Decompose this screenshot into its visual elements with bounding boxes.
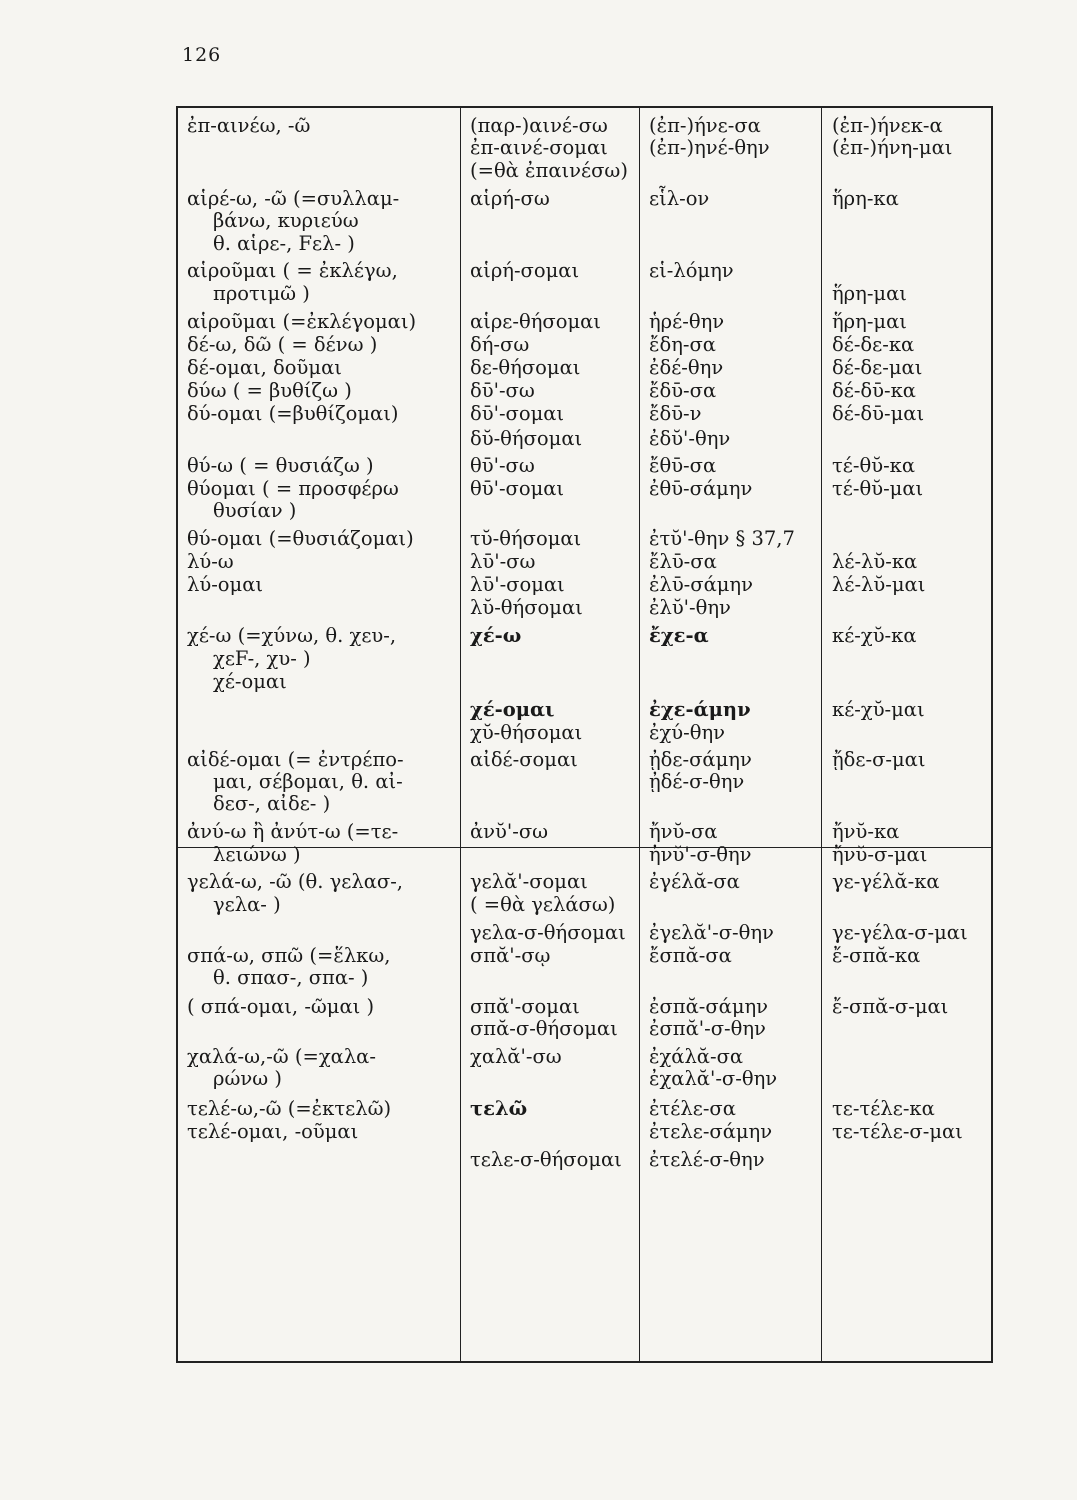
table-cell: ἐγέλᾰ-σα [649, 870, 740, 893]
table-cell: ἐτελέ-σ-θην [649, 1148, 765, 1171]
table-cell: θ. αἱρε-, Fελ- ) [213, 232, 355, 255]
table-cell: αἱρή-σω [470, 187, 550, 210]
table-cell: θύομαι ( = προσφέρω [187, 477, 399, 500]
table-cell: λῡ'-σω [470, 550, 536, 573]
table-cell: ἔ-σπᾰ-κα [832, 944, 921, 967]
table-cell: ἔσπᾰ-σα [649, 944, 732, 967]
table-cell: γελά-ω, -ῶ (θ. γελασ-, [187, 870, 403, 893]
table-cell: ἡρέ-θην [649, 310, 725, 333]
table-cell: τελέ-ομαι, -οῦμαι [187, 1120, 359, 1143]
table-cell: χαλᾰ'-σω [470, 1045, 562, 1068]
table-cell: αἱρε-θήσομαι [470, 310, 601, 333]
table-cell: κέ-χῠ-μαι [832, 698, 925, 721]
table-cell: δέ-ω, δῶ ( = δένω ) [187, 333, 378, 356]
table-cell: θυσίαν ) [213, 499, 297, 522]
table-cell: χεF-, χυ- ) [213, 647, 311, 670]
table-cell: δε-θήσομαι [470, 356, 581, 379]
table-cell: χῠ-θήσομαι [470, 721, 583, 744]
table-cell: (ἐπ-)ήνη-μαι [832, 136, 953, 159]
table-cell: θῡ'-σομαι [470, 477, 565, 500]
table-cell: ἔθῡ-σα [649, 454, 717, 477]
table-cell: κέ-χῠ-κα [832, 624, 917, 647]
table-cell: ἥρη-μαι [832, 310, 907, 333]
table-cell: (ἐπ-)ήνε-σα [649, 114, 761, 137]
table-cell: αἱροῦμαι (=ἐκλέγομαι) [187, 310, 417, 333]
table-cell: θ. σπασ-, σπα- ) [213, 966, 369, 989]
page-number: 126 [182, 44, 222, 66]
table-cell: ἔ-σπᾰ-σ-μαι [832, 995, 949, 1018]
table-cell: χέ-ω (=χύνω, θ. χευ-, [187, 624, 397, 647]
table-cell: γελα- ) [213, 893, 281, 916]
table-cell: ᾐδέ-σ-θην [649, 770, 745, 793]
table-cell: ἐσπᾰ-σάμην [649, 995, 769, 1018]
table-cell: ἐθῡ-σάμην [649, 477, 753, 500]
column-divider [639, 108, 640, 1361]
table-cell: ἔδῡ-σα [649, 379, 717, 402]
table-cell: χέ-ομαι [470, 698, 555, 721]
table-cell: αἱροῦμαι ( = ἐκλέγω, [187, 259, 398, 282]
table-cell: ἐδῠ'-θην [649, 427, 731, 450]
table-cell: ἥρη-κα [832, 187, 899, 210]
table-cell: δεσ-, αἰδε- ) [213, 792, 331, 815]
table-cell: αἱρέ-ω, -ῶ (=συλλαμ- [187, 187, 400, 210]
table-cell: ἤνῠ-κα [832, 820, 900, 843]
table-cell: αἱρή-σομαι [470, 259, 580, 282]
table-cell: χέ-ω [470, 624, 522, 647]
table-cell: αἰδέ-ομαι (= ἐντρέπο- [187, 748, 404, 771]
table-cell: δέ-δῡ-μαι [832, 402, 925, 425]
table-cell: ἐτῠ'-θην § 37,7 [649, 527, 795, 550]
table-cell: ἔχε-α [649, 624, 709, 647]
table-cell: τέ-θῠ-μαι [832, 477, 924, 500]
table-cell: ( σπά-ομαι, -ῶμαι ) [187, 995, 375, 1018]
table-cell: (ἐπ-)ηνέ-θην [649, 136, 770, 159]
table-cell: σπᾰ-σ-θήσομαι [470, 1017, 618, 1040]
table-cell: λῠ-θήσομαι [470, 596, 583, 619]
table-cell: ἐδέ-θην [649, 356, 724, 379]
table-cell: αἰδέ-σομαι [470, 748, 578, 771]
table-cell: ἐχύ-θην [649, 721, 726, 744]
table-cell: σπᾰ'-σομαι [470, 995, 580, 1018]
table-cell: σπά-ω, σπῶ (=ἕλκω, [187, 944, 391, 967]
table-cell: ἐπ-αινέω, -ῶ [187, 114, 311, 137]
table-cell: ( =θὰ γελάσω) [470, 893, 616, 916]
table-cell: τέ-θῠ-κα [832, 454, 916, 477]
table-cell: ᾔδε-σ-μαι [832, 748, 926, 771]
table-cell: ἔλῡ-σα [649, 550, 717, 573]
table-cell: γε-γέλα-σ-μαι [832, 921, 968, 944]
table-cell: σπᾰ'-σῳ [470, 944, 551, 967]
table-cell: δέ-δε-κα [832, 333, 915, 356]
table-cell: προτιμῶ ) [213, 282, 310, 305]
table-cell: μαι, σέβομαι, θ. αἰ- [213, 770, 403, 793]
table-cell: ἀνῠ'-σω [470, 820, 549, 843]
table-cell: ἤνῠ-σ-μαι [832, 843, 928, 866]
table-cell: ἐχαλᾰ'-σ-θην [649, 1067, 778, 1090]
table-cell: τε-τέλε-κα [832, 1097, 935, 1120]
table-cell: δύ-ομαι (=βυθίζομαι) [187, 402, 399, 425]
table-cell: λύ-ομαι [187, 573, 264, 596]
table-cell: ρώνω ) [213, 1067, 282, 1090]
table-cell: δέ-δε-μαι [832, 356, 923, 379]
table-cell: γε-γέλᾰ-κα [832, 870, 940, 893]
table-cell: ἐσπᾰ'-σ-θην [649, 1017, 766, 1040]
table-cell: εἱ-λόμην [649, 259, 734, 282]
table-cell: δῡ'-σομαι [470, 402, 565, 425]
table-cell: τελέ-ω,-ῶ (=ἐκτελῶ) [187, 1097, 392, 1120]
table-cell: ἐχάλᾰ-σα [649, 1045, 744, 1068]
table-cell: θύ-ω ( = θυσιάζω ) [187, 454, 374, 477]
table-cell: (ἐπ-)ήνεκ-α [832, 114, 943, 137]
table-cell: δύω ( = βυθίζω ) [187, 379, 352, 402]
table-cell: (παρ-)αινέ-σω [470, 114, 608, 137]
table-cell: ἀνύ-ω ἢ ἀνύτ-ω (=τε- [187, 820, 399, 843]
table-cell: λέ-λῠ-κα [832, 550, 918, 573]
table-cell: δή-σω [470, 333, 530, 356]
table-cell: ἠνῠ'-σ-θην [649, 843, 752, 866]
table-cell: δέ-δῡ-κα [832, 379, 916, 402]
table-cell: τε-τέλε-σ-μαι [832, 1120, 963, 1143]
column-divider [460, 108, 461, 1361]
table-cell: ἥρη-μαι [832, 282, 907, 305]
table-cell: βάνω, κυριεύω [213, 209, 359, 232]
table-cell: εἷλ-ον [649, 187, 710, 210]
table-cell: ἤνῠ-σα [649, 820, 718, 843]
table-cell: ἐτελε-σάμην [649, 1120, 773, 1143]
table-cell: λῡ'-σομαι [470, 573, 565, 596]
table-cell: δῠ-θήσομαι [470, 427, 583, 450]
table-cell: (=θὰ ἐπαινέσω) [470, 159, 628, 182]
table-cell: θῡ'-σω [470, 454, 535, 477]
table-cell: δῡ'-σω [470, 379, 535, 402]
table-cell: λειώνω ) [213, 843, 301, 866]
table-cell: ἔδη-σα [649, 333, 716, 356]
table-cell: ᾐδε-σάμην [649, 748, 752, 771]
table-cell: χέ-ομαι [213, 670, 287, 693]
table-cell: λέ-λῠ-μαι [832, 573, 926, 596]
table-cell: ἐτέλε-σα [649, 1097, 736, 1120]
column-divider [821, 108, 822, 1361]
table-cell: ἐγελᾰ'-σ-θην [649, 921, 774, 944]
table-cell: γελᾰ'-σομαι [470, 870, 588, 893]
table-cell: τελε-σ-θήσομαι [470, 1148, 622, 1171]
table-cell: τῠ-θήσομαι [470, 527, 582, 550]
table-cell: ἐλῡ-σάμην [649, 573, 753, 596]
table-cell: ἔδῡ-ν [649, 402, 702, 425]
table-cell: τελῶ [470, 1097, 528, 1120]
table-cell: ἐλῠ'-θην [649, 596, 731, 619]
table-cell: γελα-σ-θήσομαι [470, 921, 626, 944]
table-cell: χαλά-ω,-ῶ (=χαλα- [187, 1045, 376, 1068]
table-cell: ἐχε-άμην [649, 698, 751, 721]
table-cell: θύ-ομαι (=θυσιάζομαι) [187, 527, 414, 550]
verb-principal-parts-table [176, 106, 993, 1363]
table-cell: λύ-ω [187, 550, 234, 573]
table-cell: ἐπ-αινέ-σομαι [470, 136, 608, 159]
table-cell: δέ-ομαι, δοῦμαι [187, 356, 342, 379]
